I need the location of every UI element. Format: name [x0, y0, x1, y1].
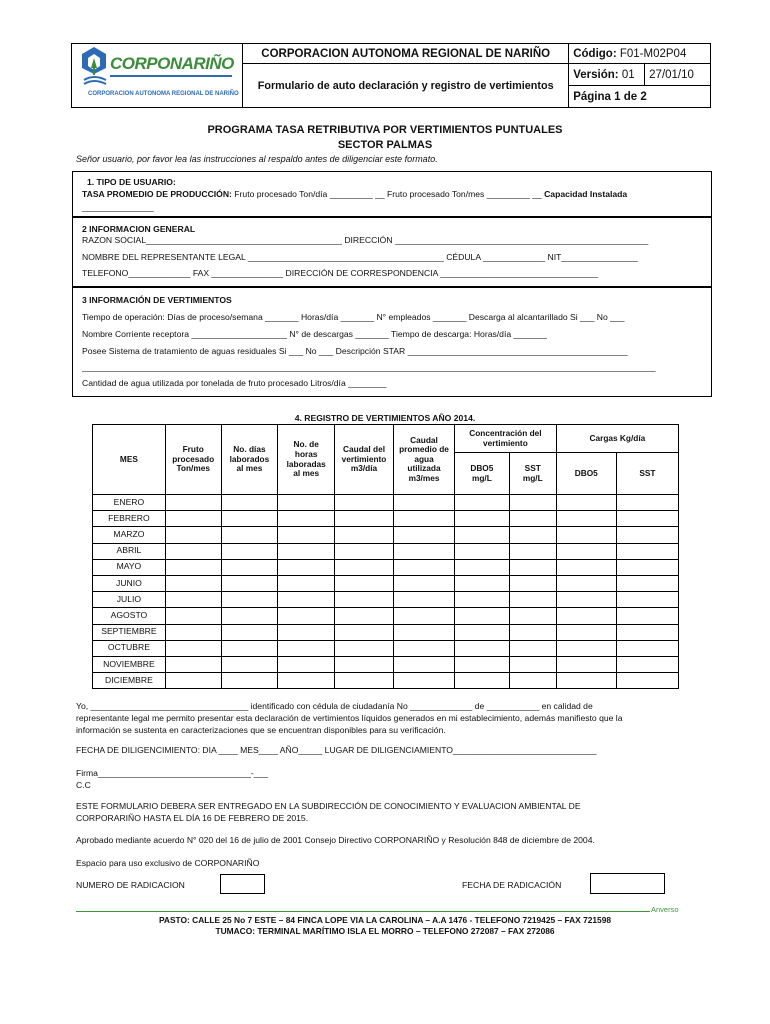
logo-subtext: CORPORACION AUTONOMA REGIONAL DE NARIÑO: [88, 91, 239, 97]
table-cell[interactable]: [335, 608, 394, 624]
table-cell[interactable]: [455, 608, 510, 624]
col-horas-header: No. de horas laboradas al mes: [278, 425, 335, 495]
table-row: [93, 495, 679, 511]
table-cell[interactable]: [509, 559, 556, 575]
table-cell[interactable]: [278, 640, 335, 656]
section3-heading: 3 INFORMACIÓN DE VERTIMIENTOS: [82, 295, 232, 305]
table-cell[interactable]: [335, 511, 394, 527]
col-dbo5-mgl-header: DBO5 mg/L: [455, 453, 510, 495]
capacidad-label: Capacidad Instalada: [544, 189, 628, 199]
footer-address-tumaco: TUMACO: TERMINAL MARÍTIMO ISLA EL MORRO – TELEFONO 272087 – FAX 272086: [215, 926, 555, 936]
month-label: JULIO: [93, 592, 166, 608]
logo-text: CORPONARIÑO: [110, 54, 234, 73]
tiempo-operacion-row: Tiempo de operación: Días de proceso/semana _______ Horas/día _______ N° empleados _______ Descarga al alcantarillado Si ___ No ___: [82, 312, 625, 322]
table-cell[interactable]: [221, 527, 278, 543]
cc-label: C.C: [76, 780, 91, 790]
table-cell[interactable]: [509, 592, 556, 608]
table-cell[interactable]: [509, 640, 556, 656]
table-cell[interactable]: [335, 673, 394, 689]
table-cell[interactable]: [509, 673, 556, 689]
table-cell[interactable]: [393, 640, 454, 656]
table-cell[interactable]: [556, 624, 616, 640]
table-cell[interactable]: [509, 527, 556, 543]
table-cell[interactable]: [278, 656, 335, 672]
form-title: Formulario de auto declaración y registro de vertimientos: [243, 64, 569, 108]
table-cell[interactable]: [455, 592, 510, 608]
table-cell[interactable]: [165, 608, 221, 624]
table-cell[interactable]: [165, 656, 221, 672]
table-cell[interactable]: [221, 624, 278, 640]
table-cell[interactable]: [335, 575, 394, 591]
table-cell[interactable]: [509, 495, 556, 511]
codigo-value: F01-M02P04: [619, 47, 687, 60]
month-label: ENERO: [93, 495, 166, 511]
table-cell[interactable]: [509, 511, 556, 527]
telefono-row: TELEFONO_____________ FAX _______________ DIRECCIÓN DE CORRESPONDENCIA _________________________________: [82, 268, 598, 278]
col-sst-header: SST: [616, 453, 678, 495]
table-cell[interactable]: [165, 559, 221, 575]
main-title: PROGRAMA TASA RETRIBUTIVA POR VERTIMIENTOS PUNTUALES: [207, 124, 563, 136]
month-label: NOVIEMBRE: [93, 656, 166, 672]
table-row: [93, 592, 679, 608]
table-cell[interactable]: [165, 511, 221, 527]
razon-social-row: RAZON SOCIAL_________________________________________ DIRECCIÓN _____________________________________________________: [82, 235, 649, 245]
codigo-cell: [569, 44, 711, 64]
table-cell[interactable]: [278, 624, 335, 640]
table-cell[interactable]: [616, 559, 678, 575]
table-cell[interactable]: [278, 559, 335, 575]
table-cell[interactable]: [221, 575, 278, 591]
table-cell[interactable]: [221, 543, 278, 559]
page-indicator: Página 1 de 2: [569, 86, 711, 108]
col-cargas-header: Cargas Kg/día: [556, 425, 678, 453]
table-cell[interactable]: [393, 592, 454, 608]
table-cell[interactable]: [393, 495, 454, 511]
table-row: [93, 559, 679, 575]
table-cell[interactable]: [556, 673, 616, 689]
month-label: MAYO: [93, 559, 166, 575]
col-fruto-header: Fruto procesado Ton/mes: [165, 425, 221, 495]
tasa-label: TASA PROMEDIO DE PRODUCCIÓN:: [82, 189, 232, 199]
table-cell[interactable]: [278, 673, 335, 689]
section2-heading: 2 INFORMACION GENERAL: [82, 224, 196, 234]
table-row: [93, 608, 679, 624]
table-cell[interactable]: [616, 527, 678, 543]
month-label: FEBRERO: [93, 511, 166, 527]
table-cell[interactable]: [278, 511, 335, 527]
table-cell[interactable]: [165, 673, 221, 689]
table-cell[interactable]: [221, 656, 278, 672]
declaracion-line1: Yo, _________________________________ identificado con cédula de ciudadanía No _____________ de ___________ en calidad de: [76, 701, 593, 711]
table-cell[interactable]: [165, 592, 221, 608]
table-cell[interactable]: [616, 543, 678, 559]
table-cell[interactable]: [165, 640, 221, 656]
month-label: ABRIL: [93, 543, 166, 559]
month-label: OCTUBRE: [93, 640, 166, 656]
month-label: AGOSTO: [93, 608, 166, 624]
month-label: DICIEMBRE: [93, 673, 166, 689]
numero-radicacion-label: NUMERO DE RADICACION: [76, 880, 185, 890]
table-cell[interactable]: [335, 640, 394, 656]
entrega-line1: ESTE FORMULARIO DEBERA SER ENTREGADO EN LA SUBDIRECCIÓN DE CONOCIMIENTO Y EVALUACION AMBIENTAL DE: [76, 801, 581, 811]
version-cell: [569, 64, 645, 86]
corriente-receptora-row: Nombre Corriente receptora ____________________ N° de descargas _______ Tiempo de descarga: Horas/día _______: [82, 329, 547, 339]
fecha-diligenciamiento-row: FECHA DE DILIGENCIMIENTO: DIA ____ MES____ AÑO_____ LUGAR DE DILIGENCIAMIENTO______________________________: [76, 745, 597, 755]
cantidad-agua-row: Cantidad de agua utilizada por tonelada de fruto procesado Litros/día ________: [82, 378, 387, 388]
version-label: Versión:: [573, 68, 619, 81]
table-cell[interactable]: [165, 575, 221, 591]
table-cell[interactable]: [393, 624, 454, 640]
col-concentracion-header: Concentración del vertimiento: [455, 425, 557, 453]
table-cell[interactable]: [556, 656, 616, 672]
section1-heading: 1. TIPO DE USUARIO:: [87, 177, 176, 187]
table-cell[interactable]: [221, 673, 278, 689]
table-cell[interactable]: [509, 656, 556, 672]
footer-rule: [76, 911, 650, 912]
table-cell[interactable]: [509, 575, 556, 591]
declaracion-line2: representante legal me permito presentar esta declaración de vertimientos líquidos generados en mi establecimiento, además manifiesto que la: [76, 713, 623, 723]
table-cell[interactable]: [221, 592, 278, 608]
table-cell[interactable]: [455, 543, 510, 559]
table-cell[interactable]: [335, 559, 394, 575]
table-cell[interactable]: [221, 608, 278, 624]
tasa-fields: Fruto procesado Ton/día _________ __ Fruto procesado Ton/mes _________ __: [231, 189, 542, 199]
table-cell[interactable]: [616, 608, 678, 624]
table-cell[interactable]: [455, 640, 510, 656]
instruction-text: Señor usuario, por favor lea las instrucciones al respaldo antes de diligenciar este formato.: [76, 154, 438, 164]
table-cell[interactable]: [455, 527, 510, 543]
footer-address-pasto: PASTO: CALLE 25 No 7 ESTE – 84 FINCA LOPE VIA LA CAROLINA – A.A 1476 - TELEFONO 7219425 – FAX 721598: [158, 915, 612, 925]
table-cell[interactable]: [165, 543, 221, 559]
numero-radicacion-box[interactable]: [220, 874, 265, 894]
section-informacion-general: [72, 217, 712, 287]
table-cell[interactable]: [509, 624, 556, 640]
table-cell[interactable]: [335, 656, 394, 672]
codigo-label: Código:: [573, 47, 617, 60]
table-cell[interactable]: [278, 527, 335, 543]
table-cell[interactable]: [278, 608, 335, 624]
col-dias-header: No. días laborados al mes: [221, 425, 278, 495]
table-cell[interactable]: [393, 608, 454, 624]
table-cell[interactable]: [455, 495, 510, 511]
anverso-label: Anverso: [651, 905, 679, 914]
table-row: [93, 640, 679, 656]
espacio-exclusivo-label: Espacio para uso exclusivo de CORPONARIÑO: [76, 858, 260, 868]
table-cell[interactable]: [616, 673, 678, 689]
col-dbo5-header: DBO5: [556, 453, 616, 495]
table-cell[interactable]: [455, 559, 510, 575]
table-cell[interactable]: [393, 559, 454, 575]
table-cell[interactable]: [221, 511, 278, 527]
table-cell[interactable]: [556, 608, 616, 624]
table-cell[interactable]: [556, 527, 616, 543]
version-value: 01: [621, 68, 635, 81]
logo-rule: [110, 75, 232, 77]
col-sst-mgl-header: SST mg/L: [509, 453, 556, 495]
table-cell[interactable]: [556, 511, 616, 527]
table-cell[interactable]: [616, 592, 678, 608]
aprobado-text: Aprobado mediante acuerdo N° 020 del 16 de julio de 2001 Consejo Directivo CORPONARIÑO y Resolución 848 de diciembre de 2004.: [76, 835, 595, 845]
section4-heading: 4. REGISTRO DE VERTIMIENTOS AÑO 2014.: [294, 413, 476, 423]
table-cell[interactable]: [556, 575, 616, 591]
table-cell[interactable]: [393, 511, 454, 527]
table-cell[interactable]: [278, 592, 335, 608]
table-cell[interactable]: [616, 640, 678, 656]
table-cell[interactable]: [616, 656, 678, 672]
table-cell[interactable]: [335, 624, 394, 640]
table-cell[interactable]: [455, 624, 510, 640]
table-cell[interactable]: [165, 624, 221, 640]
col-caudal-promedio-header: Caudal promedio de agua utilizada m3/mes: [393, 425, 454, 495]
section-tipo-usuario: [72, 171, 712, 217]
table-cell[interactable]: [393, 527, 454, 543]
org-title: CORPORACION AUTONOMA REGIONAL DE NARIÑO: [243, 44, 569, 64]
registro-vertimientos-table: [92, 424, 679, 689]
table-cell[interactable]: [335, 495, 394, 511]
table-cell[interactable]: [455, 673, 510, 689]
month-label: SEPTIEMBRE: [93, 624, 166, 640]
table-cell[interactable]: [616, 575, 678, 591]
col-mes-header: MES: [93, 425, 166, 495]
table-row: [93, 543, 679, 559]
table-cell[interactable]: [335, 527, 394, 543]
table-cell[interactable]: [455, 575, 510, 591]
entrega-line2: CORPORARIÑO HASTA EL DÍA 16 DE FEBRERO DE 2015.: [76, 813, 309, 823]
table-row: [93, 511, 679, 527]
table-cell[interactable]: [393, 656, 454, 672]
version-date: 27/01/10: [645, 64, 711, 86]
table-cell[interactable]: [556, 640, 616, 656]
table-cell[interactable]: [393, 543, 454, 559]
sub-title: SECTOR PALMAS: [337, 139, 433, 151]
table-cell[interactable]: [165, 527, 221, 543]
table-cell[interactable]: [278, 495, 335, 511]
form-header: [71, 43, 711, 108]
logo-cell: [72, 44, 243, 108]
table-cell[interactable]: [221, 559, 278, 575]
table-cell[interactable]: [165, 495, 221, 511]
table-cell[interactable]: [509, 608, 556, 624]
table-cell[interactable]: [556, 559, 616, 575]
table-cell[interactable]: [616, 511, 678, 527]
table-cell[interactable]: [455, 656, 510, 672]
table-row: [93, 575, 679, 591]
representante-row: NOMBRE DEL REPRESENTANTE LEGAL _________________________________________ CÉDULA _____________ NIT________________: [82, 252, 638, 262]
month-label: MARZO: [93, 527, 166, 543]
table-row: [93, 673, 679, 689]
table-row: [93, 656, 679, 672]
tasa-promedio-row: [82, 189, 627, 199]
table-cell[interactable]: [455, 511, 510, 527]
col-caudal-header: Caudal del vertimiento m3/día: [335, 425, 394, 495]
table-cell[interactable]: [616, 624, 678, 640]
table-cell[interactable]: [616, 495, 678, 511]
fecha-radicacion-label: FECHA DE RADICACIÓN: [462, 880, 562, 890]
table-cell[interactable]: [556, 543, 616, 559]
table-cell[interactable]: [393, 673, 454, 689]
table-cell[interactable]: [221, 495, 278, 511]
sistema-tratamiento-row: Posee Sistema de tratamiento de aguas residuales Si ___ No ___ Descripción STAR ______________________________________________: [82, 346, 628, 356]
table-cell[interactable]: [221, 640, 278, 656]
table-cell[interactable]: [556, 592, 616, 608]
fecha-radicacion-box[interactable]: [590, 873, 665, 894]
section-informacion-vertimientos: [72, 287, 712, 397]
table-row: [93, 527, 679, 543]
table-row: [93, 624, 679, 640]
table-cell[interactable]: [335, 543, 394, 559]
descripcion-continuation: ________________________________________________________________________________________________________________________: [82, 362, 656, 372]
month-label: JUNIO: [93, 575, 166, 591]
table-cell[interactable]: [556, 495, 616, 511]
table-cell[interactable]: [393, 575, 454, 591]
table-cell[interactable]: [278, 575, 335, 591]
table-cell[interactable]: [335, 592, 394, 608]
table-cell[interactable]: [509, 543, 556, 559]
capacidad-field: _______________: [82, 202, 154, 212]
firma-field: Firma________________________________-___: [76, 768, 269, 778]
declaracion-line3: información se sustenta en caracterizaciones que se encuentran disponibles para su verificación.: [76, 725, 446, 735]
table-cell[interactable]: [278, 543, 335, 559]
